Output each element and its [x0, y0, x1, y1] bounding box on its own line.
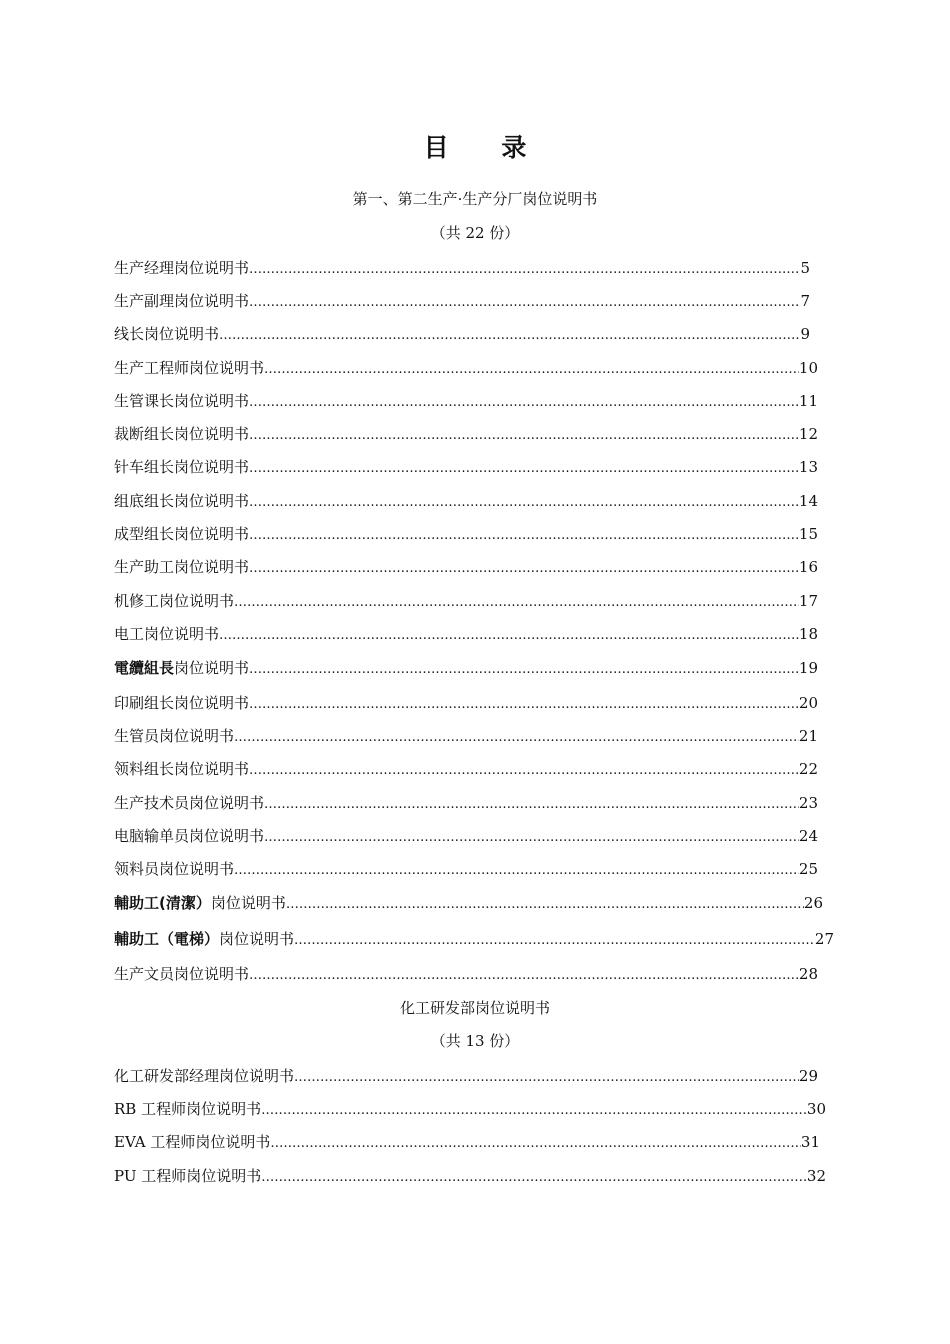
toc-leader-dots: [294, 927, 815, 953]
toc-title: 目 录: [423, 133, 549, 162]
toc-entry-bold: 輔助工（電梯）: [114, 930, 220, 948]
toc-entry-label: 领料员岗位说明书: [114, 860, 235, 878]
toc-entry[interactable]: [114, 1164, 826, 1188]
toc-page-number: 23: [798, 794, 818, 812]
toc-entry[interactable]: [114, 691, 818, 715]
toc-page-number: 11: [798, 392, 818, 410]
toc-entry-bold: 電纜組長: [114, 659, 175, 677]
toc-leader-dots: [249, 389, 799, 415]
toc-leader-dots: [286, 891, 804, 917]
toc-leader-dots: [270, 1130, 801, 1156]
toc-entry-label: 针车组长岗位说明书: [114, 458, 250, 476]
toc-leader-dots: [249, 691, 799, 717]
toc-entry[interactable]: [114, 455, 818, 479]
toc-page-number: 20: [798, 694, 818, 712]
toc-leader-dots: [249, 962, 799, 988]
toc-entry[interactable]: [114, 289, 810, 313]
toc-entry[interactable]: [114, 791, 818, 815]
toc-entry[interactable]: [114, 322, 810, 346]
section-heading: 化工研发部岗位说明书: [399, 999, 550, 1017]
toc-entry[interactable]: [114, 757, 818, 781]
section-heading: 第一、第二生产·生产分厂岗位说明书: [352, 190, 598, 208]
toc-entry-bold: 輔助工(清潔）: [114, 894, 211, 912]
toc-leader-dots: [264, 356, 799, 382]
toc-entry-label: 生产经理岗位说明书: [114, 259, 250, 277]
toc-entry-label: 电工岗位说明书: [114, 625, 220, 643]
toc-entry[interactable]: [114, 1064, 818, 1088]
toc-entry-label: 机修工岗位说明书: [114, 592, 235, 610]
toc-page-number: 29: [798, 1067, 818, 1085]
toc-entry[interactable]: [114, 857, 818, 881]
toc-entry-label: 成型组长岗位说明书: [114, 525, 250, 543]
toc-leader-dots: [249, 522, 799, 548]
toc-leader-dots: [249, 757, 799, 783]
toc-entry-label: 生管课长岗位说明书: [114, 392, 250, 410]
toc-page-number: 28: [798, 965, 818, 983]
toc-page-number: 12: [798, 425, 818, 443]
toc-entry-label: 生产技术员岗位说明书: [114, 794, 265, 812]
toc-entry-label: RB 工程师岗位说明书: [114, 1100, 262, 1118]
toc-leader-dots: [264, 824, 799, 850]
toc-entry-label: 生产工程师岗位说明书: [114, 359, 265, 377]
toc-leader-dots: [261, 1164, 807, 1190]
toc-page-number: 15: [798, 525, 818, 543]
toc-page-number: 27: [814, 930, 834, 948]
toc-entry-label: 岗位说明书: [219, 930, 295, 948]
toc-leader-dots: [234, 589, 799, 615]
toc-entry-label: 组底组长岗位说明书: [114, 492, 250, 510]
toc-entry[interactable]: [114, 724, 818, 748]
toc-page-number: 22: [798, 760, 818, 778]
toc-leader-dots: [249, 656, 799, 682]
toc-entry-label: 岗位说明书: [210, 894, 286, 912]
toc-leader-dots: [249, 555, 799, 581]
toc-entry[interactable]: [114, 891, 823, 915]
toc-entry-label: 印刷组长岗位说明书: [114, 694, 250, 712]
toc-leader-dots: [249, 422, 799, 448]
toc-leader-dots: [264, 791, 799, 817]
toc-entry-label: EVA 工程师岗位说明书: [114, 1133, 271, 1151]
toc-entry-label: 生产副理岗位说明书: [114, 292, 250, 310]
toc-leader-dots: [249, 289, 800, 315]
toc-page-number: 17: [798, 592, 818, 610]
toc-page-number: 18: [798, 625, 818, 643]
toc-entry[interactable]: [114, 622, 818, 646]
toc-entry[interactable]: [114, 422, 818, 446]
toc-entry[interactable]: [114, 389, 818, 413]
toc-entry-label: 电脑输单员岗位说明书: [114, 827, 265, 845]
toc-entry[interactable]: [114, 489, 818, 513]
toc-leader-dots: [219, 622, 799, 648]
toc-entry[interactable]: [114, 1097, 826, 1121]
toc-leader-dots: [249, 256, 800, 282]
toc-page-number: 14: [798, 492, 818, 510]
toc-page-number: 32: [806, 1167, 826, 1185]
toc-entry[interactable]: [114, 555, 818, 579]
toc-page-number: 10: [798, 359, 818, 377]
toc-leader-dots: [219, 322, 800, 348]
toc-entry-label: 生产助工岗位说明书: [114, 558, 250, 576]
toc-page-number: 5: [800, 259, 810, 277]
toc-page-number: 19: [798, 659, 818, 677]
toc-leader-dots: [249, 489, 799, 515]
toc-entry-label: 线长岗位说明书: [114, 325, 220, 343]
toc-page-number: 24: [798, 827, 818, 845]
toc-page-number: 21: [798, 727, 818, 745]
section-count: （共 22 份）: [430, 224, 520, 242]
toc-entry[interactable]: [114, 824, 818, 848]
toc-entry[interactable]: [114, 1130, 820, 1154]
toc-leader-dots: [261, 1097, 807, 1123]
toc-entry[interactable]: [114, 256, 810, 280]
toc-page-number: 30: [806, 1100, 826, 1118]
toc-leader-dots: [294, 1064, 799, 1090]
toc-entry-label: 岗位说明书: [174, 659, 250, 677]
toc-page-number: 9: [800, 325, 810, 343]
toc-page-number: 13: [798, 458, 818, 476]
section-count: （共 13 份）: [430, 1032, 520, 1050]
toc-entry-label: 化工研发部经理岗位说明书: [114, 1067, 295, 1085]
toc-entry[interactable]: [114, 356, 818, 380]
toc-entry-label: 生产文员岗位说明书: [114, 965, 250, 983]
toc-entry[interactable]: [114, 656, 818, 680]
toc-entry-label: PU 工程师岗位说明书: [114, 1167, 262, 1185]
toc-page-number: 7: [800, 292, 810, 310]
toc-entry-label: 裁断组长岗位说明书: [114, 425, 250, 443]
toc-page-number: 26: [803, 894, 823, 912]
toc-entry[interactable]: [114, 522, 818, 546]
toc-leader-dots: [234, 724, 799, 750]
toc-leader-dots: [234, 857, 799, 883]
toc-leader-dots: [249, 455, 799, 481]
toc-entry-label: 领料组长岗位说明书: [114, 760, 250, 778]
toc-entry[interactable]: [114, 927, 834, 951]
toc-entry-label: 生管员岗位说明书: [114, 727, 235, 745]
toc-page-number: 16: [798, 558, 818, 576]
toc-page-number: 25: [798, 860, 818, 878]
toc-page-number: 31: [800, 1133, 820, 1151]
toc-entry[interactable]: [114, 962, 818, 986]
toc-entry[interactable]: [114, 589, 818, 613]
